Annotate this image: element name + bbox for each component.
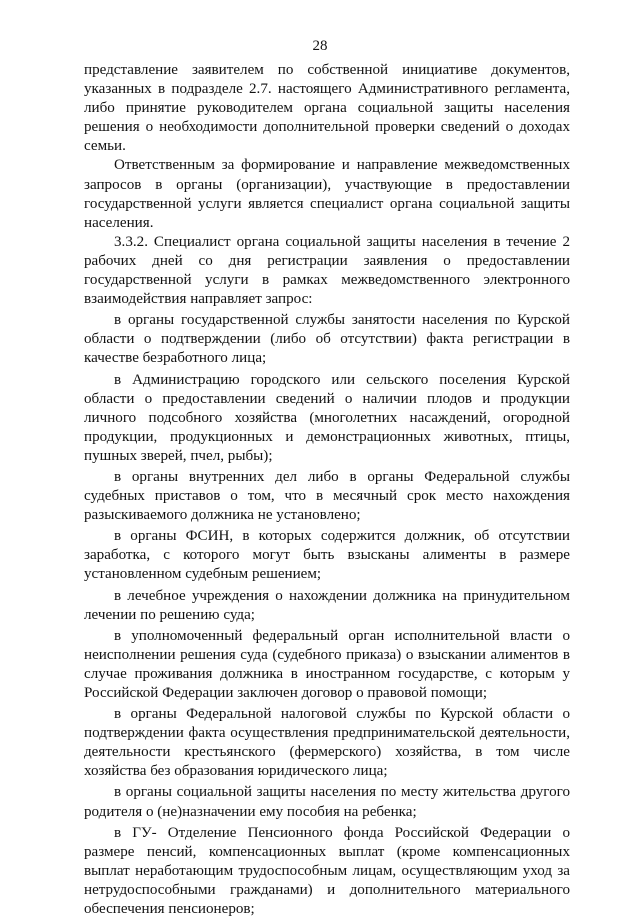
page-number: 28 bbox=[312, 38, 328, 54]
list-item-social-protection: в органы социальной защиты населения по месту жительства другого родителя о (не)назначении ему пособия на ребенка; bbox=[84, 784, 570, 820]
paragraph-section-3-3-2: 3.3.2. Специалист органа социальной защиты населения в течение 2 рабочих дней со дня регистрации заявления о предоставлении государственной услуги в рамках межведомственного электронного взаимодействия направляет запрос: bbox=[84, 233, 570, 308]
list-item-settlement-administration: в Администрацию городского или сельского поселения Курской области о предоставлении сведений о наличии плодов и продукции личного подсобного хозяйства (многолетних насаждений, огородной продукции, продукционных и демонстрационных животных, птицы, пушных зверей, пчел, рыбы); bbox=[84, 371, 570, 464]
list-item-medical-institution: в лечебное учреждения о нахождении должника на принудительном лечении по решению суда; bbox=[84, 587, 570, 623]
list-item-tax-service: в органы Федеральной налоговой службы по Курской области о подтверждении факта осуществления предпринимательской деятельности, деятельности крестьянского (фермерского) хозяйства, в том числе хозяйства без образования юридического лица; bbox=[84, 706, 570, 780]
document-body bbox=[84, 61, 570, 919]
list-item-fsin: в органы ФСИН, в которых содержится должник, об отсутствии заработка, с которого могут быть взысканы алименты в размере установленном судебным решением; bbox=[84, 528, 570, 583]
paragraph-continuation: представление заявителем по собственной инициативе документов, указанных в подразделе 2.7. настоящего Административного регламента, либо принятие руководителем органа социальной защиты населения решения о необходимости дополнительной проверки сведений о доходах семьи. bbox=[84, 62, 570, 155]
list-item-federal-executive-body: в уполномоченный федеральный орган исполнительной власти о неисполнении решения суда (судебного приказа) о взыскании алиментов в случае проживания должника в иностранном государстве, с которым у Российской Федерации заключен договор о правовой помощи; bbox=[84, 627, 570, 701]
list-item-pension-fund: в ГУ- Отделение Пенсионного фонда Российской Федерации о размере пенсий, компенсационных выплат (кроме компенсационных выплат неработающим трудоспособным лицам, осуществляющим уход за нетрудоспособными гражданами) и дополнительного материального обеспечения пенсионеров; bbox=[84, 824, 570, 918]
paragraph-responsible-specialist: Ответственным за формирование и направление межведомственных запросов в органы (организации), участвующие в предоставлении государственной услуги является специалист органа социальной защиты населения. bbox=[84, 157, 570, 231]
list-item-internal-affairs: в органы внутренних дел либо в органы Федеральной службы судебных приставов о том, что в месячный срок место нахождения разыскиваемого должника не установлено; bbox=[84, 468, 570, 524]
list-item-employment-service: в органы государственной службы занятости населения по Курской области о подтверждении (либо об отсутствии) факта регистрации в качестве безработного лица; bbox=[84, 312, 570, 367]
